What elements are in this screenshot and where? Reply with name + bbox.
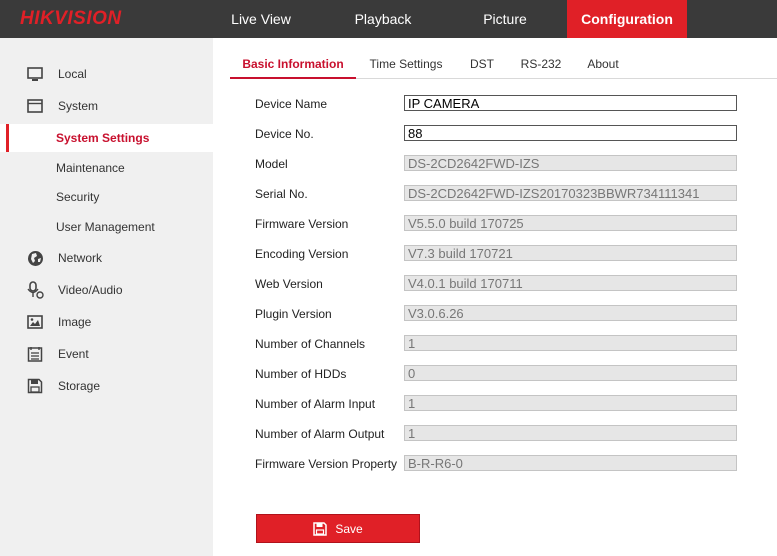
sidebar-item-network[interactable] [0, 244, 213, 272]
number-of-alarm-output-field [404, 425, 737, 441]
hikvision-logo: HIKVISION [20, 8, 122, 29]
number-of-channels-field [404, 335, 737, 351]
nav-live-view[interactable]: Live View [231, 11, 291, 27]
save-button[interactable] [256, 514, 420, 543]
encoding-version-field [404, 245, 737, 261]
sidebar-item-event[interactable] [0, 340, 213, 368]
image-icon [26, 313, 44, 331]
sidebar-item-label: Video/Audio [58, 283, 123, 297]
encoding-version-label: Encoding Version [255, 247, 349, 261]
tab-about[interactable]: About [587, 57, 619, 71]
number-of-alarm-input-label: Number of Alarm Input [255, 397, 376, 411]
sidebar [0, 38, 213, 556]
save-button-label: Save [335, 521, 363, 536]
microphone-icon [26, 281, 44, 299]
sidebar-item-security[interactable] [0, 183, 213, 211]
number-of-alarm-output-label: Number of Alarm Output [255, 427, 385, 441]
plugin-version-label: Plugin Version [255, 307, 332, 321]
sidebar-item-local[interactable] [0, 60, 213, 88]
nav-playback[interactable]: Playback [354, 11, 412, 27]
serial-no-field [404, 185, 737, 201]
settings-tabs [230, 54, 777, 79]
sidebar-item-maintenance[interactable] [0, 154, 213, 182]
firmware-version-label: Firmware Version [255, 217, 349, 231]
sidebar-item-storage[interactable] [0, 372, 213, 400]
sidebar-item-label: Image [58, 315, 92, 329]
nav-picture[interactable]: Picture [483, 11, 527, 27]
number-of-alarm-input-field [404, 395, 737, 411]
sidebar-item-label: Storage [58, 379, 101, 393]
device-no-field[interactable] [404, 125, 737, 141]
device-name-field[interactable] [404, 95, 737, 111]
device-no-label: Device No. [255, 127, 314, 141]
globe-icon [26, 249, 44, 267]
nav-configuration[interactable]: Configuration [567, 0, 687, 38]
web-version-label: Web Version [255, 277, 323, 291]
sidebar-item-label: System Settings [56, 131, 150, 145]
sidebar-item-label: Maintenance [56, 161, 125, 175]
model-label: Model [255, 157, 288, 171]
sidebar-item-label: System [58, 99, 99, 113]
storage-icon [26, 377, 44, 395]
top-navigation-bar [0, 0, 777, 38]
device-name-label: Device Name [255, 97, 328, 111]
sidebar-item-label: Event [58, 347, 89, 361]
firmware-version-property-label: Firmware Version Property [255, 457, 398, 471]
number-of-hdds-label: Number of HDDs [255, 367, 347, 381]
sidebar-item-image[interactable] [0, 308, 213, 336]
tab-basic-information[interactable]: Basic Information [230, 54, 356, 79]
firmware-version-field [404, 215, 737, 231]
sidebar-item-user-management[interactable] [0, 213, 213, 241]
sidebar-item-label: Security [56, 190, 100, 204]
monitor-icon [26, 65, 44, 83]
firmware-version-property-field [404, 455, 737, 471]
number-of-channels-label: Number of Channels [255, 337, 366, 351]
number-of-hdds-field [404, 365, 737, 381]
tab-rs-232[interactable]: RS-232 [520, 57, 562, 71]
serial-no-label: Serial No. [255, 187, 308, 201]
sidebar-item-label: Network [58, 251, 103, 265]
plugin-version-field [404, 305, 737, 321]
web-version-field [404, 275, 737, 291]
sidebar-item-system[interactable] [0, 92, 213, 120]
system-icon [26, 97, 44, 115]
sidebar-item-label: User Management [56, 220, 155, 234]
sidebar-item-system-settings[interactable] [0, 124, 213, 152]
sidebar-item-label: Local [58, 67, 87, 81]
tab-time-settings[interactable]: Time Settings [369, 57, 443, 71]
save-icon [313, 522, 335, 536]
event-list-icon [26, 345, 44, 363]
model-field [404, 155, 737, 171]
sidebar-item-video-audio[interactable] [0, 276, 213, 304]
tab-dst[interactable]: DST [470, 57, 494, 71]
